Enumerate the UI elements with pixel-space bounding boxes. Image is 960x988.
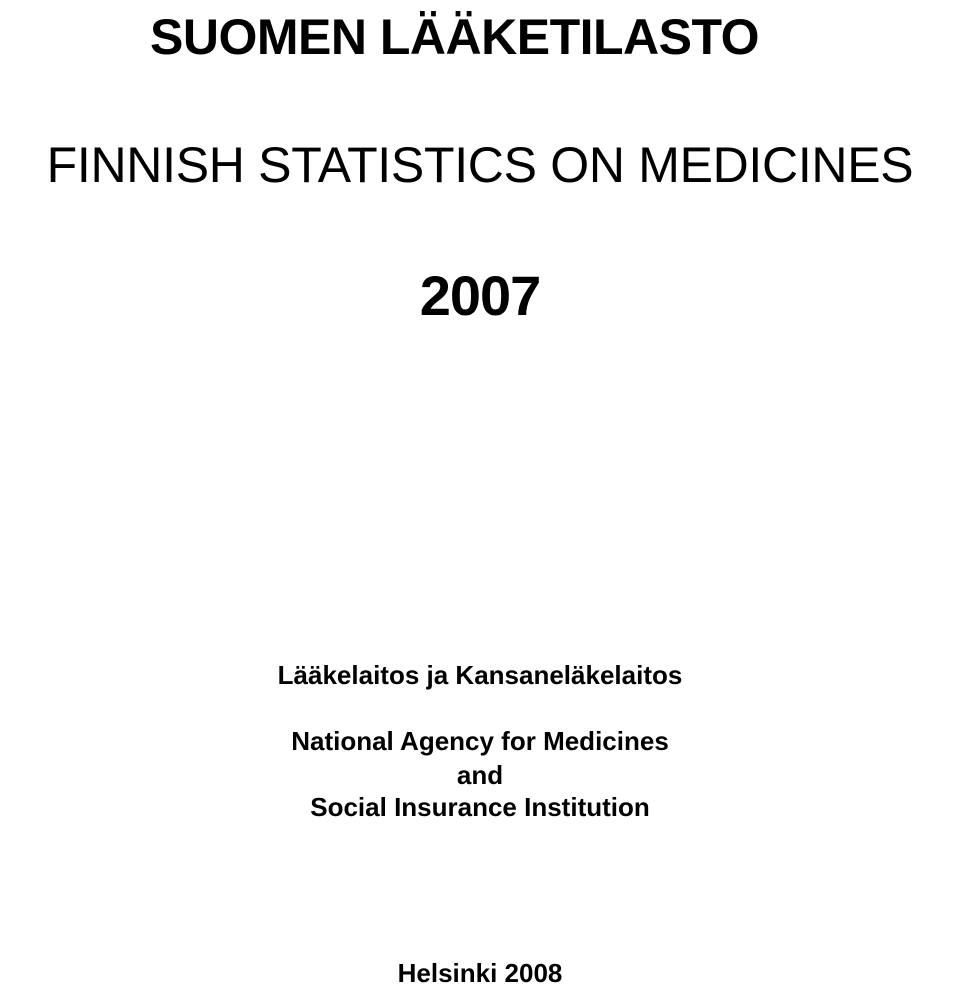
publication-place-year: Helsinki 2008 xyxy=(397,958,563,988)
publisher-english-line1: National Agency for Medicines xyxy=(291,726,669,756)
publisher-english-line3: Social Insurance Institution xyxy=(310,792,650,822)
title-english: FINNISH STATISTICS ON MEDICINES xyxy=(46,137,914,193)
title-finnish: SUOMEN LÄÄKETILASTO xyxy=(150,9,760,65)
statistics-year: 2007 xyxy=(419,264,541,327)
publisher-finnish: Lääkelaitos ja Kansaneläkelaitos xyxy=(277,660,683,690)
publisher-english-line2: and xyxy=(456,760,504,790)
